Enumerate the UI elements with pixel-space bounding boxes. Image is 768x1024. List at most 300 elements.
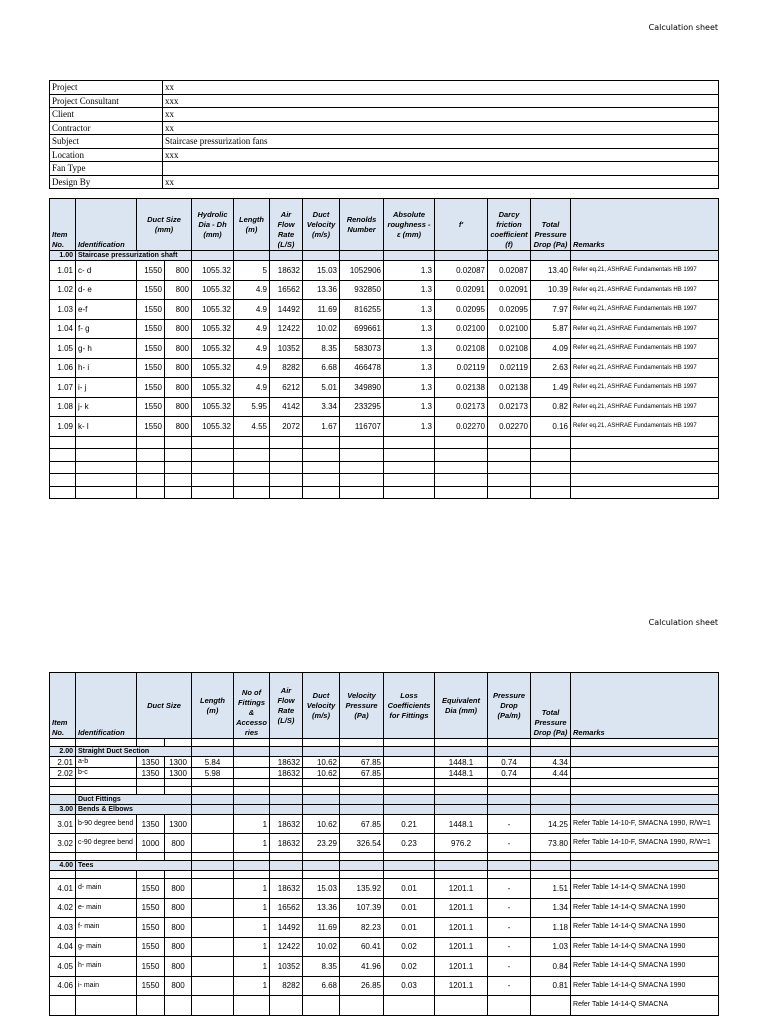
header-equivalent-dia: Equivalent Dia (mm)	[435, 673, 488, 739]
cell-dh: 1055.32	[192, 261, 234, 281]
cell-rough: 1.3	[384, 280, 435, 300]
cell-len	[192, 937, 234, 957]
cell-eq: 1201.1	[435, 937, 488, 957]
blank-cell	[76, 739, 137, 747]
blank-cell	[340, 853, 384, 861]
cell-pd: -	[488, 815, 531, 834]
cell-h: 800	[165, 918, 192, 938]
cell-fit	[234, 768, 270, 779]
blank-cell	[270, 474, 303, 487]
cell-re: 233295	[340, 397, 384, 417]
cell-h: 800	[165, 976, 192, 996]
blank-cell	[192, 747, 234, 757]
cell-dp: 1.34	[531, 898, 571, 918]
cell-fit	[234, 996, 270, 1016]
cell-dp: 1.18	[531, 918, 571, 938]
blank-cell	[340, 861, 384, 871]
cell-k: 0.01	[384, 898, 435, 918]
info-row	[50, 162, 719, 176]
cell-fit: 1	[234, 918, 270, 938]
cell-f: 0.02270	[488, 417, 531, 437]
section-label: Tees	[76, 861, 192, 871]
cell-pd: 0.74	[488, 768, 531, 779]
cell-fp: 0.02138	[435, 378, 488, 398]
cell-flow: 8282	[270, 976, 303, 996]
cell-id: g- h	[76, 339, 137, 359]
info-value: xx	[163, 108, 719, 122]
cell-fit: 1	[234, 937, 270, 957]
info-label: Project	[50, 81, 163, 95]
cell-no: 1.06	[50, 358, 76, 378]
cell-len: 5.95	[234, 397, 270, 417]
cell-dp: 4.44	[531, 768, 571, 779]
blank-cell	[165, 739, 192, 747]
cell-no: 3.02	[50, 834, 76, 853]
cell-remark: Refer Table 14-14-Q SMACNA 1990	[571, 937, 719, 957]
blank-cell	[571, 805, 719, 815]
cell-id: a-b	[76, 757, 137, 768]
header-darcy: Darcy friction coefficient (f)	[488, 199, 531, 251]
cell-flow: 18632	[270, 757, 303, 768]
blank-cell	[270, 747, 303, 757]
header-air-flow: Air Flow Rate (L/S)	[270, 673, 303, 739]
blank-cell	[137, 779, 165, 787]
cell-fp: 0.02270	[435, 417, 488, 437]
blank-cell	[137, 853, 165, 861]
blank-cell	[234, 486, 270, 499]
blank-cell	[270, 805, 303, 815]
cell-vel: 10.02	[303, 937, 340, 957]
info-label: Contractor	[50, 121, 163, 135]
blank-cell	[76, 853, 137, 861]
blank-cell	[435, 853, 488, 861]
cell-len: 5	[234, 261, 270, 281]
cell-w: 1550	[137, 397, 165, 417]
cell-dh: 1055.32	[192, 417, 234, 437]
cell-vp: 107.39	[340, 898, 384, 918]
cell-fp: 0.02119	[435, 358, 488, 378]
blank-cell	[50, 871, 76, 879]
cell-id: e- main	[76, 898, 137, 918]
cell-k	[384, 768, 435, 779]
cell-flow: 16562	[270, 280, 303, 300]
blank-cell	[435, 486, 488, 499]
blank-cell	[340, 871, 384, 879]
cell-len	[192, 918, 234, 938]
blank-cell	[488, 449, 531, 462]
cell-flow: 18632	[270, 768, 303, 779]
cell-w: 1550	[137, 898, 165, 918]
blank-cell	[384, 739, 435, 747]
cell-flow: 18632	[270, 879, 303, 899]
header-duct-size: Duct Size (mm)	[137, 199, 192, 251]
blank-row	[50, 871, 719, 879]
cell-len	[192, 898, 234, 918]
blank-cell	[571, 853, 719, 861]
cell-w: 1550	[137, 937, 165, 957]
cell-fit: 1	[234, 976, 270, 996]
cell-h: 800	[165, 339, 192, 359]
blank-cell	[531, 795, 571, 805]
sheet-1-title: Calculation sheet	[648, 23, 718, 32]
section-no: 2.00	[50, 747, 76, 757]
blank-cell	[165, 461, 192, 474]
cell-h: 800	[165, 397, 192, 417]
header-total-drop: Total Pressure Drop (Pa)	[531, 199, 571, 251]
cell-eq: 976.2	[435, 834, 488, 853]
cell-no: 4.02	[50, 898, 76, 918]
section-row	[50, 805, 719, 815]
blank-cell	[340, 779, 384, 787]
blank-cell	[488, 747, 531, 757]
blank-cell	[435, 739, 488, 747]
cell-dh: 1055.32	[192, 300, 234, 320]
cell-flow: 12422	[270, 937, 303, 957]
blank-cell	[76, 486, 137, 499]
blank-cell	[435, 871, 488, 879]
blank-cell	[270, 861, 303, 871]
section-row	[50, 251, 719, 261]
blank-cell	[234, 795, 270, 805]
cell-dp: 4.34	[531, 757, 571, 768]
blank-cell	[531, 474, 571, 487]
blank-cell	[571, 474, 719, 487]
blank-cell	[234, 871, 270, 879]
blank-row	[50, 449, 719, 462]
table-row	[50, 768, 719, 779]
blank-cell	[192, 486, 234, 499]
cell-eq	[435, 996, 488, 1016]
cell-w	[137, 996, 165, 1016]
cell-remark: Refer eq.21, ASHRAE Fundamentals HB 1997	[571, 339, 719, 359]
cell-dp: 5.87	[531, 319, 571, 339]
blank-cell	[76, 474, 137, 487]
blank-cell	[234, 449, 270, 462]
blank-cell	[192, 805, 234, 815]
blank-cell	[340, 486, 384, 499]
cell-eq: 1201.1	[435, 918, 488, 938]
blank-cell	[50, 853, 76, 861]
blank-cell	[571, 436, 719, 449]
cell-no: 4.06	[50, 976, 76, 996]
blank-cell	[571, 871, 719, 879]
cell-w: 1350	[137, 815, 165, 834]
info-row	[50, 81, 719, 95]
blank-cell	[435, 779, 488, 787]
cell-len: 4.9	[234, 358, 270, 378]
section-label: Duct Fittings	[76, 795, 192, 805]
blank-cell	[50, 436, 76, 449]
info-label: Location	[50, 148, 163, 162]
blank-cell	[137, 787, 165, 795]
blank-cell	[488, 787, 531, 795]
info-value: xxx	[163, 148, 719, 162]
cell-id: e-f	[76, 300, 137, 320]
info-label: Fan Type	[50, 162, 163, 176]
blank-cell	[531, 461, 571, 474]
blank-cell	[165, 853, 192, 861]
blank-cell	[340, 436, 384, 449]
blank-cell	[488, 871, 531, 879]
blank-cell	[303, 779, 340, 787]
cell-flow: 12422	[270, 319, 303, 339]
header-remarks: Remarks	[571, 673, 719, 739]
cell-flow: 10352	[270, 339, 303, 359]
cell-w: 1350	[137, 768, 165, 779]
blank-cell	[488, 436, 531, 449]
cell-fit: 1	[234, 898, 270, 918]
blank-cell	[192, 474, 234, 487]
cell-id: b-90 degree bend	[76, 815, 137, 834]
cell-re: 932850	[340, 280, 384, 300]
blank-cell	[234, 861, 270, 871]
cell-h: 800	[165, 378, 192, 398]
cell-vp: 326.54	[340, 834, 384, 853]
blank-cell	[234, 461, 270, 474]
cell-no: 4.04	[50, 937, 76, 957]
cell-w: 1550	[137, 417, 165, 437]
cell-vp: 26.85	[340, 976, 384, 996]
section-no: 1.00	[50, 251, 76, 261]
blank-cell	[303, 474, 340, 487]
cell-id: j- k	[76, 397, 137, 417]
cell-h: 1300	[165, 757, 192, 768]
cell-re: 466478	[340, 358, 384, 378]
cell-dh: 1055.32	[192, 358, 234, 378]
blank-cell	[270, 795, 303, 805]
blank-cell	[384, 779, 435, 787]
cell-flow: 6212	[270, 378, 303, 398]
cell-f: 0.02108	[488, 339, 531, 359]
cell-id: k- l	[76, 417, 137, 437]
cell-vel: 6.68	[303, 976, 340, 996]
blank-cell	[435, 449, 488, 462]
cell-dp: 0.81	[531, 976, 571, 996]
blank-cell	[340, 739, 384, 747]
cell-dp	[531, 996, 571, 1016]
cell-dp: 1.51	[531, 879, 571, 899]
cell-pd: -	[488, 976, 531, 996]
cell-len: 4.9	[234, 378, 270, 398]
section-no: 4.00	[50, 861, 76, 871]
blank-cell	[165, 779, 192, 787]
header-reynolds: Renolds Number	[340, 199, 384, 251]
cell-vp: 60.41	[340, 937, 384, 957]
cell-dh: 1055.32	[192, 280, 234, 300]
blank-row	[50, 486, 719, 499]
blank-cell	[488, 474, 531, 487]
header-loss-coefficients: Loss Coefficients for Fittings	[384, 673, 435, 739]
header-velocity: Duct Velocity (m/s)	[303, 199, 340, 251]
header-total-drop: Total Pressure Drop (Pa)	[531, 673, 571, 739]
cell-no: 1.05	[50, 339, 76, 359]
cell-dp: 0.82	[531, 397, 571, 417]
table-row	[50, 879, 719, 899]
blank-cell	[76, 779, 137, 787]
cell-k: 0.02	[384, 957, 435, 977]
cell-len	[192, 834, 234, 853]
cell-flow	[270, 996, 303, 1016]
blank-row	[50, 461, 719, 474]
blank-cell	[50, 739, 76, 747]
cell-eq: 1448.1	[435, 757, 488, 768]
blank-cell	[384, 795, 435, 805]
cell-k: 0.23	[384, 834, 435, 853]
table-row	[50, 417, 719, 437]
cell-dp: 14.25	[531, 815, 571, 834]
blank-cell	[50, 474, 76, 487]
info-value: xx	[163, 175, 719, 189]
cell-rough: 1.3	[384, 378, 435, 398]
blank-cell	[384, 474, 435, 487]
blank-cell	[571, 449, 719, 462]
cell-w: 1550	[137, 918, 165, 938]
cell-w: 1550	[137, 280, 165, 300]
blank-cell	[571, 486, 719, 499]
section-label: Bends & Elbows	[76, 805, 192, 815]
cell-fit: 1	[234, 957, 270, 977]
table-row	[50, 319, 719, 339]
cell-h: 800	[165, 319, 192, 339]
cell-id	[76, 996, 137, 1016]
cell-id: b-c	[76, 768, 137, 779]
blank-cell	[488, 461, 531, 474]
section-label: Straight Duct Section	[76, 747, 192, 757]
cell-remark: Refer Table 14-14-Q SMACNA 1990	[571, 957, 719, 977]
table-row	[50, 757, 719, 768]
cell-re: 583073	[340, 339, 384, 359]
info-row	[50, 175, 719, 189]
blank-cell	[488, 486, 531, 499]
blank-cell	[571, 779, 719, 787]
cell-re: 1052906	[340, 261, 384, 281]
info-row	[50, 148, 719, 162]
cell-pd: -	[488, 918, 531, 938]
cell-len: 4.9	[234, 300, 270, 320]
cell-remark: Refer eq.21, ASHRAE Fundamentals HB 1997	[571, 417, 719, 437]
blank-cell	[384, 853, 435, 861]
cell-remark: Refer eq.21, ASHRAE Fundamentals HB 1997	[571, 378, 719, 398]
cell-no: 2.01	[50, 757, 76, 768]
cell-h: 800	[165, 358, 192, 378]
cell-flow: 18632	[270, 815, 303, 834]
blank-cell	[435, 861, 488, 871]
section-no	[50, 795, 76, 805]
blank-cell	[303, 747, 340, 757]
blank-cell	[384, 436, 435, 449]
blank-cell	[270, 779, 303, 787]
cell-flow: 16562	[270, 898, 303, 918]
info-row	[50, 121, 719, 135]
blank-cell	[76, 436, 137, 449]
blank-cell	[192, 461, 234, 474]
blank-row	[50, 787, 719, 795]
cell-h: 1300	[165, 768, 192, 779]
blank-cell	[531, 787, 571, 795]
info-row	[50, 94, 719, 108]
cell-fp: 0.02087	[435, 261, 488, 281]
cell-vel	[303, 996, 340, 1016]
header-velocity: Duct Velocity (m/s)	[303, 673, 340, 739]
blank-cell	[165, 474, 192, 487]
blank-cell	[384, 787, 435, 795]
cell-no: 4.03	[50, 918, 76, 938]
info-value: Staircase pressurization fans	[163, 135, 719, 149]
cell-h: 800	[165, 957, 192, 977]
cell-flow: 18632	[270, 261, 303, 281]
blank-cell	[571, 861, 719, 871]
blank-cell	[270, 436, 303, 449]
cell-id: c-90 degree bend	[76, 834, 137, 853]
header-item-no: Item No.	[50, 673, 76, 739]
cell-w: 1000	[137, 834, 165, 853]
info-value: xxx	[163, 94, 719, 108]
cell-vel: 6.68	[303, 358, 340, 378]
blank-cell	[340, 795, 384, 805]
cell-id: h- i	[76, 358, 137, 378]
blank-cell	[50, 449, 76, 462]
blank-cell	[340, 449, 384, 462]
cell-h: 800	[165, 834, 192, 853]
cell-len: 4.9	[234, 319, 270, 339]
blank-cell	[192, 871, 234, 879]
info-value: xx	[163, 121, 719, 135]
cell-pd: 0.74	[488, 757, 531, 768]
header-hydraulic-dia: Hydrolic Dia - Dh (mm)	[192, 199, 234, 251]
cell-vel: 3.34	[303, 397, 340, 417]
info-row	[50, 135, 719, 149]
cell-vel: 13.36	[303, 280, 340, 300]
blank-cell	[270, 871, 303, 879]
header-pressure-drop: Pressure Drop (Pa/m)	[488, 673, 531, 739]
blank-cell	[340, 805, 384, 815]
cell-id: h- main	[76, 957, 137, 977]
info-label: Subject	[50, 135, 163, 149]
blank-cell	[435, 747, 488, 757]
blank-cell	[192, 779, 234, 787]
blank-cell	[165, 787, 192, 795]
cell-k: 0.01	[384, 879, 435, 899]
cell-id: g- main	[76, 937, 137, 957]
blank-cell	[234, 779, 270, 787]
blank-cell	[137, 461, 165, 474]
blank-cell	[571, 795, 719, 805]
blank-cell	[50, 461, 76, 474]
blank-cell	[384, 486, 435, 499]
header-velocity-pressure: Velocity Pressure (Pa)	[340, 673, 384, 739]
blank-cell	[234, 739, 270, 747]
blank-cell	[50, 779, 76, 787]
blank-cell	[192, 436, 234, 449]
cell-h	[165, 996, 192, 1016]
table-row	[50, 918, 719, 938]
cell-remark: Refer Table 14-14-Q SMACNA 1990	[571, 976, 719, 996]
cell-f: 0.02091	[488, 280, 531, 300]
blank-row	[50, 474, 719, 487]
cell-vel: 5.01	[303, 378, 340, 398]
cell-h: 800	[165, 898, 192, 918]
info-label: Design By	[50, 175, 163, 189]
cell-id: i- j	[76, 378, 137, 398]
cell-f: 0.02087	[488, 261, 531, 281]
blank-cell	[340, 787, 384, 795]
header-f-prime: f'	[435, 199, 488, 251]
cell-f: 0.02119	[488, 358, 531, 378]
cell-h: 800	[165, 261, 192, 281]
cell-no: 3.01	[50, 815, 76, 834]
section-row	[50, 747, 719, 757]
cell-len	[192, 976, 234, 996]
